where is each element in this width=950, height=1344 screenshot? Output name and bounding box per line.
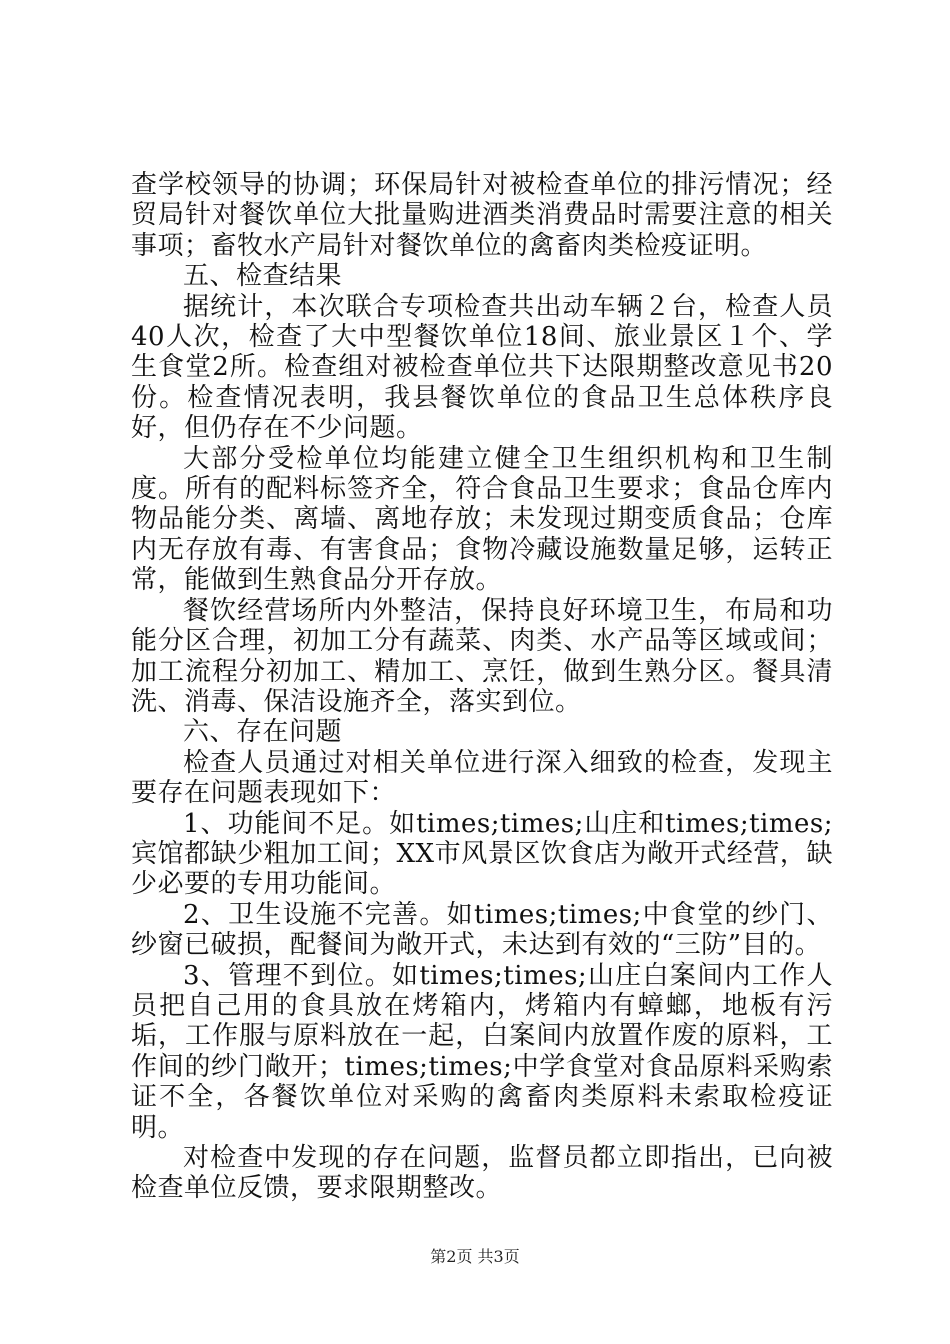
paragraph: 对检查中发现的存在问题，监督员都立即指出，已向被检查单位反馈，要求限期整改。: [131, 1143, 833, 1204]
page-footer: [0, 1247, 950, 1267]
page-number-label: 第2页 共3页: [430, 1247, 520, 1266]
section-heading: 六、存在问题: [183, 717, 343, 748]
paragraph: 据统计，本次联合专项检查共出动车辆２台，检查人员40人次，检查了大中型餐饮单位18间、旅业景区１个、学生食堂2所。检查组对被检查单位共下达限期整改意见书20份。检查情况表明，我县餐饮单位的食品卫生总体秩序良好，但仍存在不少问题。: [131, 291, 833, 444]
paragraph: 查学校领导的协调；环保局针对被检查单位的排污情况；经贸局针对餐饮单位大批量购进酒类消费品时需要注意的相关事项；畜牧水产局针对餐饮单位的禽畜肉类检疫证明。: [131, 170, 833, 261]
list-item: 2、卫生设施不完善。如times;times;中食堂的纱门、纱窗已破损，配餐间为敞开式，未达到有效的“三防”目的。: [131, 899, 833, 961]
paragraph: 餐饮经营场所内外整洁，保持良好环境卫生，布局和功能分区合理，初加工分有蔬菜、肉类、水产品等区域或间；加工流程分初加工、精加工、烹饪，做到生熟分区。餐具清洗、消毒、保洁设施齐全，落实到位。: [131, 595, 833, 717]
list-item: 1、功能间不足。如times;times;山庄和times;times;宾馆都缺少粗加工间；XX市风景区饮食店为敞开式经营，缺少必要的专用功能间。: [131, 808, 833, 900]
paragraph: 大部分受检单位均能建立健全卫生组织机构和卫生制度。所有的配料标签齐全，符合食品卫生要求；食品仓库内物品能分类、离墙、离地存放；未发现过期变质食品；仓库内无存放有毒、有害食品；食物冷藏设施数量足够，运转正常，能做到生熟食品分开存放。: [131, 443, 833, 596]
section-heading: 五、检查结果: [183, 261, 343, 292]
document-body: [131, 170, 833, 1204]
list-item: 3、管理不到位。如times;times;山庄白案间内工作人员把自己用的食具放在烤箱内，烤箱内有蟑螂，地板有污垢，工作服与原料放在一起，白案间内放置作废的原料，工作间的纱门敞开；times;times;中学食堂对食品原料采购索证不全，各餐饮单位对采购的禽畜肉类原料未索取检疫证明。: [131, 960, 833, 1143]
paragraph: 检查人员通过对相关单位进行深入细致的检查，发现主要存在问题表现如下：: [131, 747, 833, 809]
